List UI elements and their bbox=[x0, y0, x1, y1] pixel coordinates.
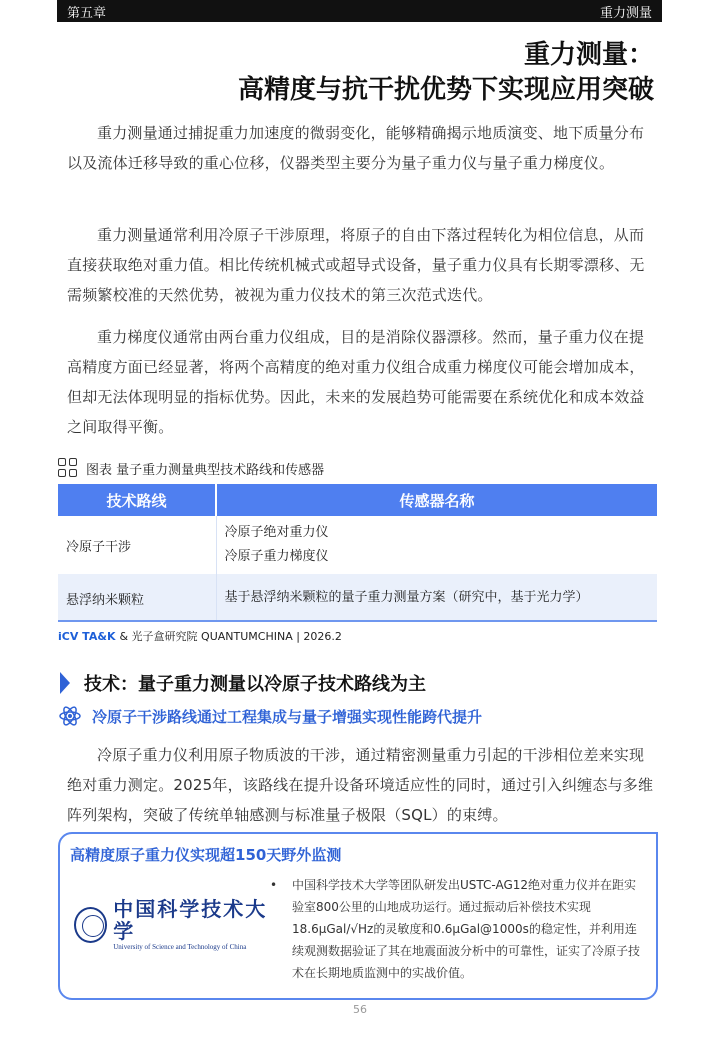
table-bottom-rule bbox=[58, 620, 657, 622]
ustc-name-en: University of Science and Technology of China bbox=[113, 943, 247, 951]
paragraph-1: 重力测量通过捕捉重力加速度的微弱变化，能够精确揭示地质演变、地下质量分布以及流体迁移导致的重心位移，仪器类型主要分为量子重力仪与量子重力梯度仪。 bbox=[67, 124, 645, 172]
sub-heading-text: 冷原子干涉路线通过工程集成与量子增强实现性能跨代提升 bbox=[92, 707, 483, 726]
table-cell-route: 冷原子干涉 bbox=[58, 516, 216, 574]
chapter-label: 第五章 bbox=[67, 5, 107, 21]
table-header-route: 技术路线 bbox=[58, 484, 216, 516]
page-title-line2: 高精度与抗干扰优势下实现应用突破 bbox=[237, 75, 654, 105]
atom-icon bbox=[58, 704, 82, 728]
page-title bbox=[238, 38, 654, 108]
source-text: & 光子盒研究院 QUANTUMCHINA | 2026.2 bbox=[119, 630, 342, 643]
table-row bbox=[58, 516, 657, 574]
section-heading-text: 技术：量子重力测量以冷原子技术路线为主 bbox=[84, 674, 426, 695]
bullet-icon: • bbox=[270, 878, 278, 892]
grid-icon bbox=[58, 458, 78, 478]
figure-source bbox=[58, 628, 342, 644]
ustc-seal-icon bbox=[74, 907, 107, 943]
callout-box bbox=[58, 832, 658, 1000]
page-title-line1: 重力测量： bbox=[523, 40, 654, 70]
figure-caption bbox=[58, 458, 324, 478]
section-heading bbox=[60, 670, 426, 696]
paragraph-3: 重力梯度仪通常由两台重力仪组成，目的是消除仪器漂移。然而，量子重力仪在提高精度方面已经显著，将两个高精度的绝对重力仪组合成重力梯度仪可能会增加成本，但却无法体现明显的指标优势。因此，未来的发展趋势可能需要在系统优化和成本效益之间取得平衡。 bbox=[67, 328, 645, 436]
callout-body bbox=[270, 874, 647, 984]
figure-caption-text: 图表 量子重力测量典型技术路线和传感器 bbox=[86, 462, 325, 478]
sensor-name: 冷原子重力梯度仪 bbox=[224, 549, 329, 564]
table-cell-sensors bbox=[216, 574, 657, 622]
section-label: 重力测量 bbox=[599, 5, 652, 21]
chevron-right-icon bbox=[60, 672, 70, 694]
callout-title: 高精度原子重力仪实现超150天野外监测 bbox=[70, 846, 342, 864]
ustc-name-cn: 中国科学技术大学 bbox=[113, 897, 268, 943]
icv-logo: iCV TA&K bbox=[58, 629, 116, 643]
sensor-name: 冷原子绝对重力仪 bbox=[224, 525, 329, 540]
table-cell-route: 悬浮纳米颗粒 bbox=[58, 574, 216, 622]
table-header-sensor: 传感器名称 bbox=[216, 484, 657, 516]
page-header bbox=[57, 0, 662, 22]
callout-text: 中国科学技术大学等团队研发出USTC-AG12绝对重力仪并在距实验室800公里的山地成功运行。通过振动后补偿技术实现18.6μGal/√Hz的灵敏度和0.6μGal@1000s的稳定性，并利用连续观测数据验证了其在地震面波分析中的可靠性，证实了冷原子技术在长期地质监测中的实战价值。 bbox=[292, 878, 641, 980]
table-cell-sensors bbox=[216, 516, 657, 574]
page-number: 56 bbox=[353, 1003, 367, 1016]
table-row bbox=[58, 574, 657, 622]
paragraph-2: 重力测量通常利用冷原子干涉原理，将原子的自由下落过程转化为相位信息，从而直接获取绝对重力值。相比传统机械式或超导式设备，量子重力仪具有长期零漂移、无需频繁校准的天然优势，被视为重力仪技术的第三次范式迭代。 bbox=[67, 226, 645, 304]
section-body: 冷原子重力仪利用原子物质波的干涉，通过精密测量重力引起的干涉相位差来实现绝对重力测定。2025年，该路线在提升设备环境适应性的同时，通过引入纠缠态与多维阵列架构，突破了传统单轴感测与标准量子极限（SQL）的束缚。 bbox=[67, 746, 654, 824]
ustc-logo bbox=[74, 897, 274, 951]
tech-route-table bbox=[58, 484, 657, 622]
sensor-name: 基于悬浮纳米颗粒的量子重力测量方案（研究中，基于光力学） bbox=[224, 590, 589, 605]
sub-heading bbox=[58, 704, 482, 728]
